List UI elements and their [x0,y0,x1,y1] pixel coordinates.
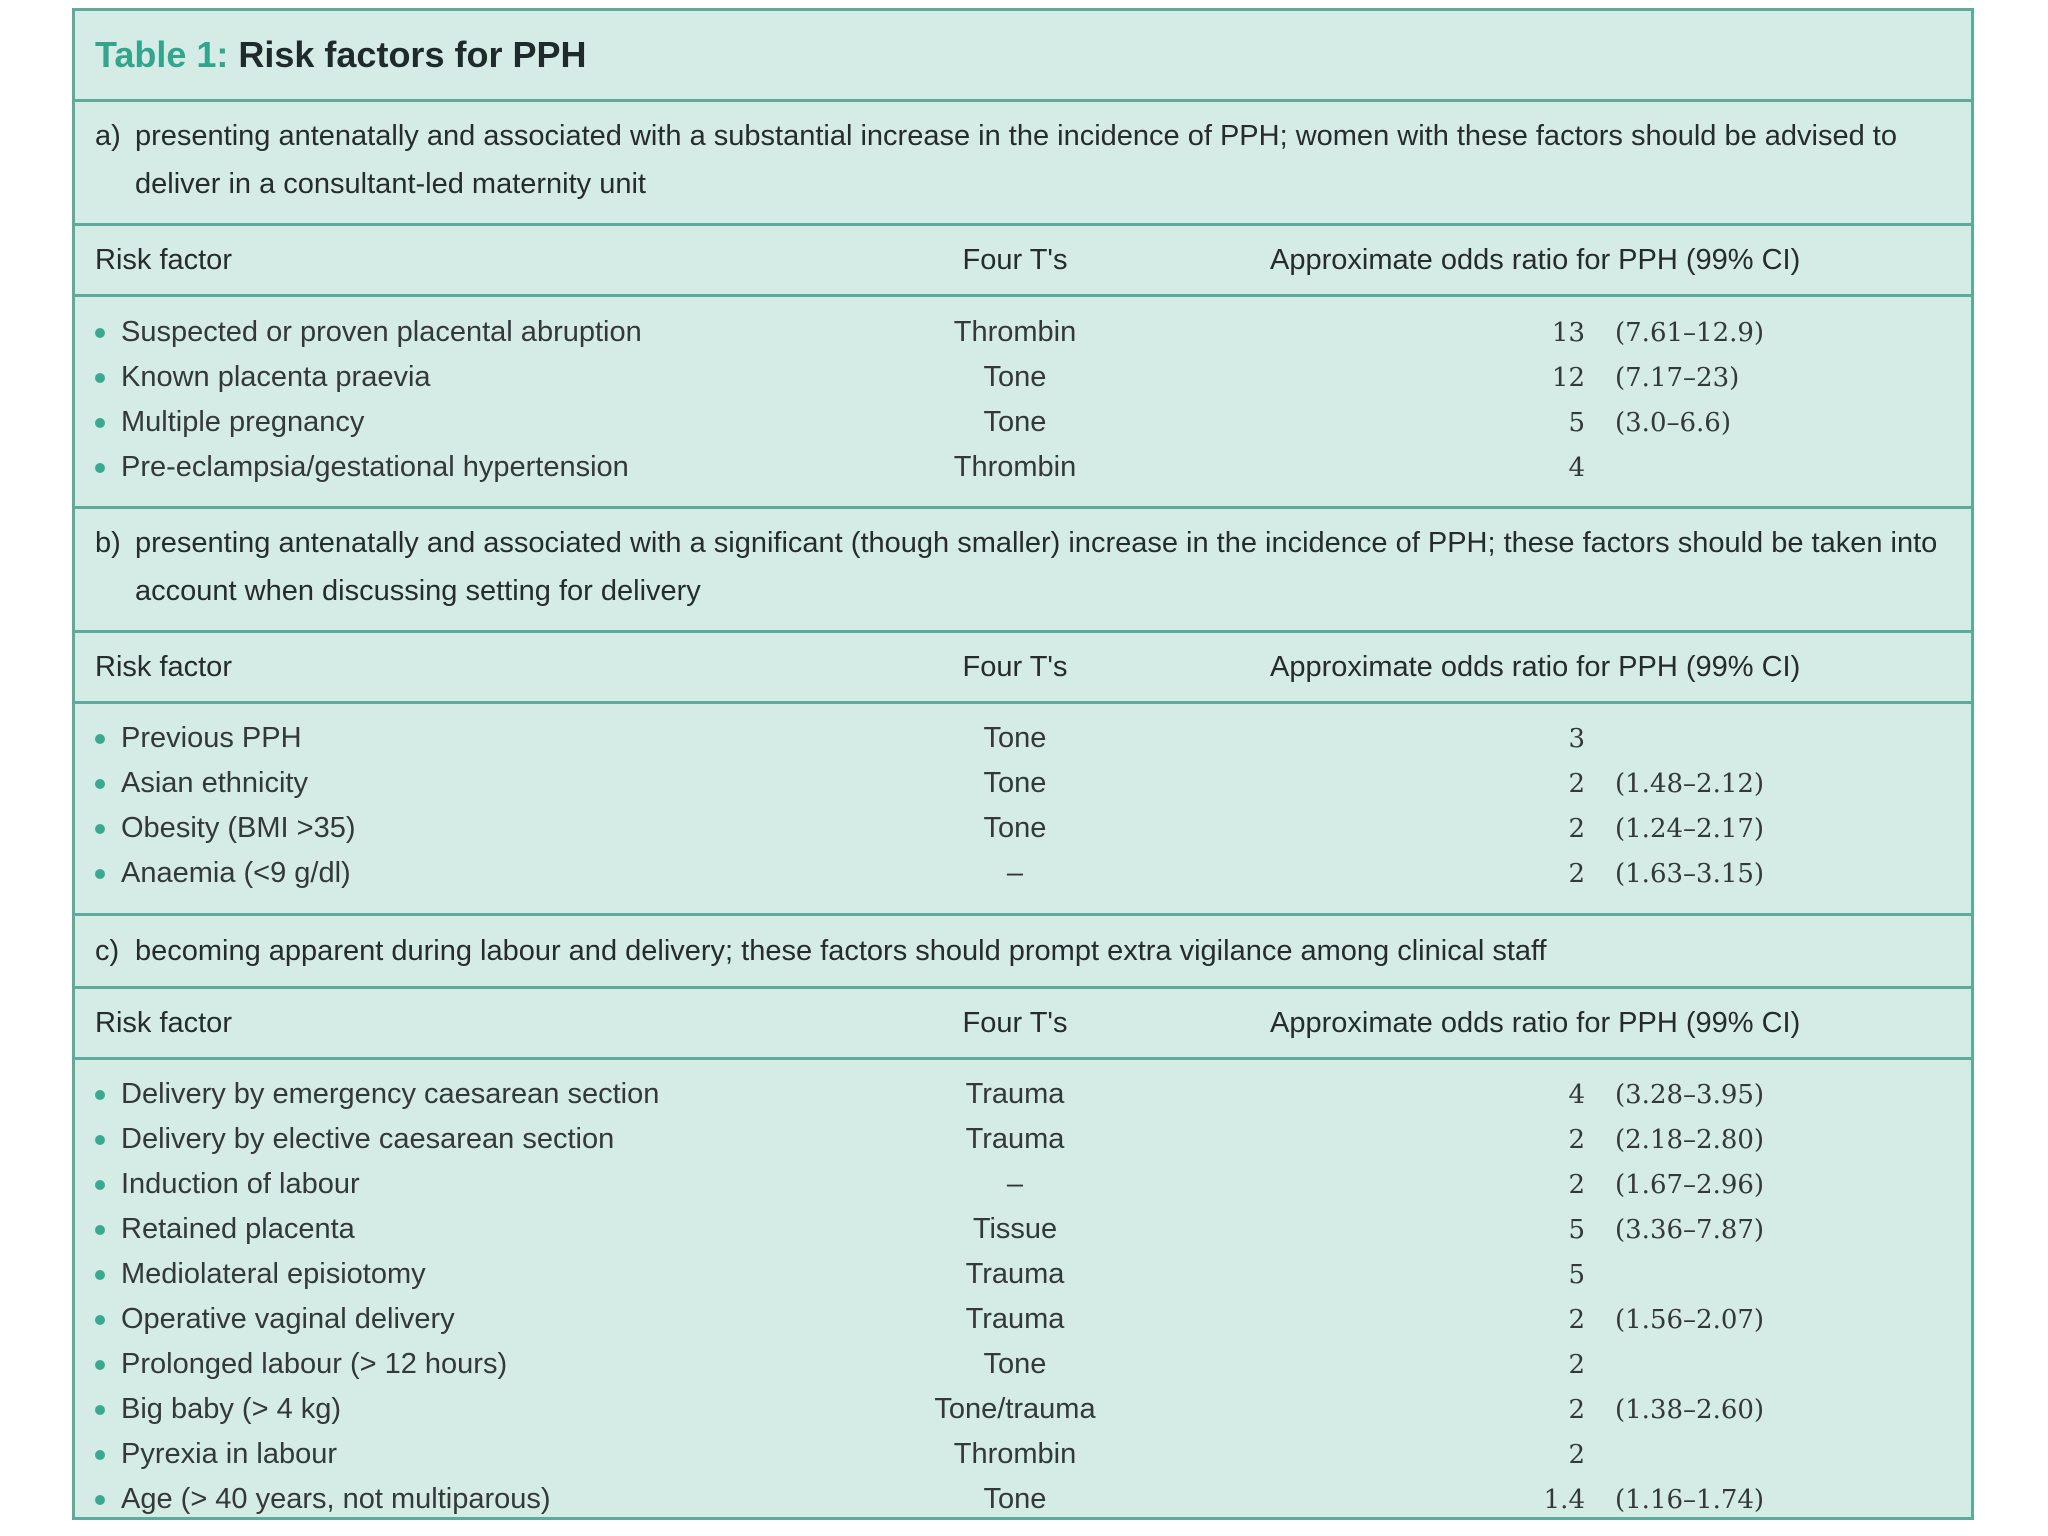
risk-factor-text: Previous PPH [121,722,302,754]
odds-ratio-cell [1155,1440,1971,1470]
table-row [75,761,1971,806]
risk-factor-text: Retained placenta [121,1213,355,1245]
table-row [75,445,1971,490]
table-row [75,1072,1971,1117]
section-b-body [75,704,1971,916]
odds-ratio-cell [1155,859,1971,889]
four-ts-cell: Tone [983,722,1047,754]
four-ts-cell: Thrombin [953,1438,1077,1470]
confidence-interval: (3.0–6.6) [1615,407,1731,438]
bullet-icon [95,1225,105,1235]
section-b-intro [75,509,1971,633]
four-ts-cell: Tone [983,812,1047,844]
four-ts-cell: Trauma [965,1123,1065,1155]
table-row [75,1432,1971,1477]
bullet-icon [95,1180,105,1190]
risk-factor-text: Induction of labour [121,1168,360,1200]
risk-factor-cell [75,316,875,349]
column-header-odds-ratio: Approximate odds ratio for PPH (99% CI) [1270,243,1801,276]
table-row [75,806,1971,851]
section-a-intro [75,102,1971,226]
four-ts-cell: Tone [983,1483,1047,1515]
risk-factor-cell [75,451,875,484]
risk-factor-cell [75,1348,875,1381]
table-row [75,355,1971,400]
confidence-interval: (3.36–7.87) [1615,1214,1765,1245]
risk-factor-cell [75,1213,875,1246]
risk-factor-cell [75,1258,875,1291]
bullet-icon [95,734,105,744]
bullet-icon [95,1090,105,1100]
section-c-header [75,989,1971,1060]
risk-factor-cell [75,1438,875,1471]
odds-ratio-cell [1155,724,1971,754]
odds-ratio-cell [1155,1395,1971,1425]
odds-ratio-cell [1155,1215,1971,1245]
section-c-intro [75,916,1971,989]
bullet-icon [95,1495,105,1505]
risk-factor-text: Pyrexia in labour [121,1438,337,1470]
risk-factor-cell [75,361,875,394]
risk-factor-text: Suspected or proven placental abruption [121,316,642,348]
section-c-body [75,1060,1971,1522]
risk-factor-cell [75,1303,875,1336]
odds-ratio-cell [1155,1305,1971,1335]
four-ts-cell: Tissue [972,1213,1058,1245]
odds-ratio-value: 2 [1568,1304,1585,1335]
odds-ratio-cell [1155,453,1971,483]
odds-ratio-value: 2 [1568,813,1585,844]
risk-factor-cell [75,857,875,890]
odds-ratio-cell [1155,769,1971,799]
column-header-odds-ratio: Approximate odds ratio for PPH (99% CI) [1270,1006,1801,1039]
four-ts-cell: Trauma [965,1303,1065,1335]
risk-factors-table [72,8,1974,1520]
section-intro-text: becoming apparent during labour and delivery; these factors should prompt extra vigilance among clinical staff [135,935,1547,967]
confidence-interval: (1.24–2.17) [1615,813,1765,844]
odds-ratio-value: 12 [1551,362,1585,393]
bullet-icon [95,1270,105,1280]
section-letter: b) [95,527,121,559]
risk-factor-cell [75,722,875,755]
confidence-interval: (7.61–12.9) [1615,317,1765,348]
bullet-icon [95,1450,105,1460]
table-row [75,716,1971,761]
odds-ratio-value: 13 [1551,317,1585,348]
risk-factor-text: Delivery by elective caesarean section [121,1123,615,1155]
odds-ratio-value: 4 [1568,452,1585,483]
risk-factor-text: Operative vaginal delivery [121,1303,455,1335]
odds-ratio-value: 2 [1568,1439,1585,1470]
odds-ratio-value: 4 [1568,1079,1585,1110]
four-ts-cell: Tone [983,1348,1047,1380]
table-row [75,1477,1971,1522]
confidence-interval: (7.17–23) [1615,362,1740,393]
confidence-interval: (1.16–1.74) [1615,1484,1765,1515]
risk-factor-text: Obesity (BMI >35) [121,812,356,844]
odds-ratio-cell [1155,1485,1971,1515]
column-header-risk-factor: Risk factor [95,1006,232,1039]
four-ts-cell: – [1006,857,1024,889]
odds-ratio-value: 5 [1568,1259,1585,1290]
bullet-icon [95,1360,105,1370]
risk-factor-text: Known placenta praevia [121,361,431,393]
risk-factor-cell [75,1078,875,1111]
bullet-icon [95,824,105,834]
risk-factor-cell [75,406,875,439]
column-header-odds-ratio: Approximate odds ratio for PPH (99% CI) [1270,650,1801,683]
four-ts-cell: – [1006,1168,1024,1200]
four-ts-cell: Thrombin [953,316,1077,348]
table-row [75,851,1971,896]
section-a-header [75,226,1971,297]
confidence-interval: (1.48–2.12) [1615,768,1765,799]
risk-factor-cell [75,812,875,845]
odds-ratio-cell [1155,1125,1971,1155]
odds-ratio-value: 2 [1568,1349,1585,1380]
confidence-interval: (1.63–3.15) [1615,858,1765,889]
risk-factor-text: Asian ethnicity [121,767,308,799]
table-row [75,310,1971,355]
bullet-icon [95,1135,105,1145]
odds-ratio-value: 1.4 [1543,1484,1585,1515]
bullet-icon [95,869,105,879]
four-ts-cell: Tone [983,361,1047,393]
section-b-header [75,633,1971,704]
column-header-four-ts: Four T's [962,1006,1068,1039]
risk-factor-cell [75,1393,875,1426]
four-ts-cell: Tone/trauma [934,1393,1096,1425]
bullet-icon [95,1315,105,1325]
risk-factor-cell [75,1168,875,1201]
confidence-interval: (1.56–2.07) [1615,1304,1765,1335]
four-ts-cell: Thrombin [953,451,1077,483]
risk-factor-text: Age (> 40 years, not multiparous) [121,1483,551,1515]
column-header-four-ts: Four T's [962,243,1068,276]
odds-ratio-value: 5 [1568,407,1585,438]
section-intro-text: presenting antenatally and associated with a substantial increase in the incidence of PPH; women with these factors should be advised to deliver in a consultant-led maternity unit [135,120,1897,200]
table-title [75,11,1971,102]
confidence-interval: (3.28–3.95) [1615,1079,1765,1110]
section-letter: c) [95,935,120,967]
table-title-text: Risk factors for PPH [238,34,587,75]
risk-factor-cell [75,1123,875,1156]
confidence-interval: (1.38–2.60) [1615,1394,1765,1425]
four-ts-cell: Trauma [965,1078,1065,1110]
odds-ratio-cell [1155,814,1971,844]
section-a-body [75,297,1971,509]
odds-ratio-cell [1155,1080,1971,1110]
risk-factor-text: Pre-eclampsia/gestational hypertension [121,451,629,483]
column-header-risk-factor: Risk factor [95,650,232,683]
odds-ratio-cell [1155,408,1971,438]
odds-ratio-value: 5 [1568,1214,1585,1245]
table-title-prefix: Table 1: [95,34,229,75]
section-letter: a) [95,120,121,152]
table-row [75,1252,1971,1297]
risk-factor-text: Anaemia (<9 g/dl) [121,857,351,889]
four-ts-cell: Trauma [965,1258,1065,1290]
bullet-icon [95,373,105,383]
odds-ratio-value: 2 [1568,1394,1585,1425]
odds-ratio-cell [1155,1350,1971,1380]
table-row [75,1207,1971,1252]
risk-factor-text: Multiple pregnancy [121,406,365,438]
four-ts-cell: Tone [983,767,1047,799]
table-row [75,1297,1971,1342]
odds-ratio-value: 2 [1568,768,1585,799]
table-row [75,400,1971,445]
confidence-interval: (2.18–2.80) [1615,1124,1765,1155]
odds-ratio-cell [1155,1170,1971,1200]
odds-ratio-value: 2 [1568,858,1585,889]
odds-ratio-cell [1155,1260,1971,1290]
bullet-icon [95,1405,105,1415]
table-row [75,1117,1971,1162]
bullet-icon [95,463,105,473]
risk-factor-cell [75,767,875,800]
table-row [75,1342,1971,1387]
column-header-four-ts: Four T's [962,650,1068,683]
risk-factor-cell [75,1483,875,1516]
risk-factor-text: Mediolateral episiotomy [121,1258,426,1290]
four-ts-cell: Tone [983,406,1047,438]
bullet-icon [95,418,105,428]
odds-ratio-cell [1155,318,1971,348]
risk-factor-text: Big baby (> 4 kg) [121,1393,342,1425]
column-header-risk-factor: Risk factor [95,243,232,276]
risk-factor-text: Delivery by emergency caesarean section [121,1078,660,1110]
confidence-interval: (1.67–2.96) [1615,1169,1765,1200]
section-intro-text: presenting antenatally and associated with a significant (though smaller) increase in the incidence of PPH; these factors should be taken into account when discussing setting for delivery [135,527,1938,607]
odds-ratio-cell [1155,363,1971,393]
odds-ratio-value: 2 [1568,1124,1585,1155]
odds-ratio-value: 2 [1568,1169,1585,1200]
bullet-icon [95,328,105,338]
risk-factor-text: Prolonged labour (> 12 hours) [121,1348,508,1380]
bullet-icon [95,779,105,789]
odds-ratio-value: 3 [1568,723,1585,754]
table-row [75,1387,1971,1432]
table-row [75,1162,1971,1207]
